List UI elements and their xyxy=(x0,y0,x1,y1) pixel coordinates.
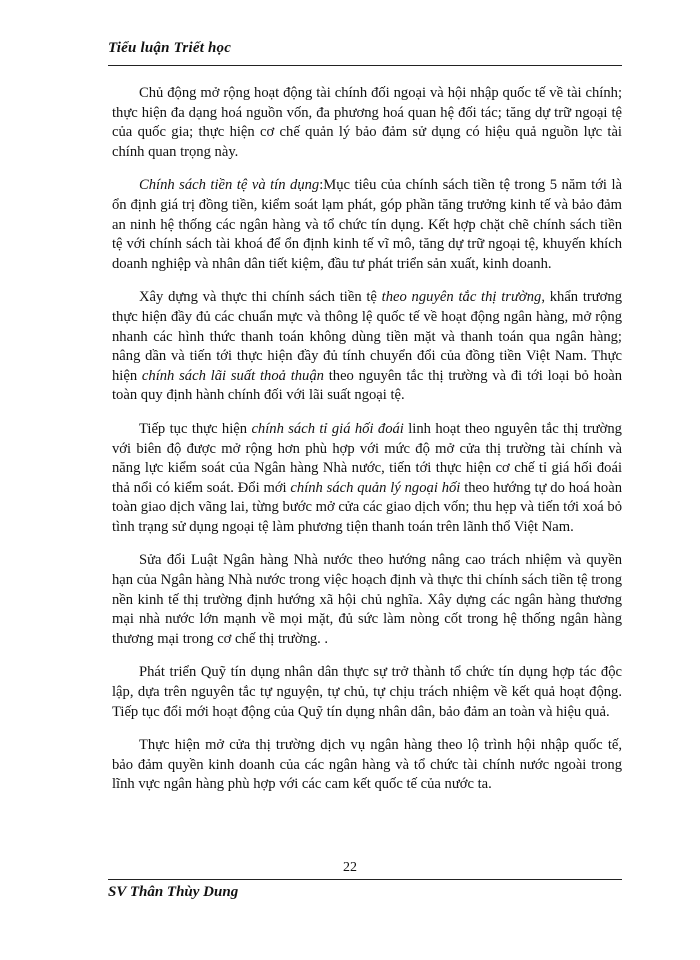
paragraph xyxy=(112,736,622,795)
text-run: theo hướng tự do hoá hoàn toàn giao dịch vãng lai, từng bước mở cửa các giao dịch vốn; thu hẹp và tiến tới xoá bỏ tình trạng sử dụng ngoại tệ làm phương tiện thanh toán trên lãnh thổ Việt Nam. xyxy=(112,479,622,535)
text-run: Chủ động mở rộng hoạt động tài chính đối ngoại và hội nhập quốc tế về tài chính; thực hiện đa dạng hoá nguồn vốn, đa phương hoá quan hệ đối tác; tăng dự trữ ngoại tệ của quốc gia; thực hiện cơ chế quản lý bảo đảm sử dụng có hiệu quả nguồn lực tài chính quan trọng này. xyxy=(112,85,622,160)
text-run: Sửa đổi Luật Ngân hàng Nhà nước theo hướng nâng cao trách nhiệm và quyền hạn của Ngân hàng Nhà nước trong việc hoạch định và thực thi chính sách tiền tệ trong nền kinh tế thị trường định hướng xã hội chủ nghĩa. Xây dựng các ngân hàng thương mại nhà nước lớn mạnh về mọi mặt, đủ sức làm nòng cốt trong hệ thống ngân hàng thương mại trong cơ chế thị trường. . xyxy=(112,552,622,647)
paragraph xyxy=(112,551,622,649)
footer-divider xyxy=(108,879,622,880)
text-run: Tiếp tục thực hiện xyxy=(139,420,252,437)
text-run: , khẩn trương thực hiện đầy đủ các chuẩn mực và thông lệ quốc tế về hoạt động ngân hàng, mở rộng nhanh các hình thức thanh toán không dùng tiền mặt và thanh toán qua ngân hàng; nâng dần và tiến tới thực hiện đầy đủ tính chuyển đổi của đồng tiền Việt Nam. Thực hiện xyxy=(112,289,622,384)
italic-run: theo nguyên tắc thị trường xyxy=(381,289,542,306)
text-run: linh hoạt theo nguyên tắc thị trường với biên độ được mở rộng hơn phù hợp với mức độ mở cửa thị trường tài chính và năng lực kiểm soát của Ngân hàng Nhà nước, tiến tới thực hiện cơ chế tỉ giá hối đoái thả nổi có kiểm soát. Đổi mới xyxy=(112,420,622,496)
italic-run: chính sách quản lý ngoại hối xyxy=(290,479,461,496)
paragraph xyxy=(112,176,622,274)
paragraph xyxy=(112,84,622,162)
document-body xyxy=(112,84,622,809)
italic-run: chính sách tỉ giá hối đoái xyxy=(251,420,404,437)
footer-author: SV Thân Thùy Dung xyxy=(108,884,239,900)
text-run: Xây dựng và thực thi chính sách tiền tệ xyxy=(139,289,382,306)
italic-run: Chính sách tiền tệ và tín dụng xyxy=(139,177,320,194)
page-header xyxy=(108,40,622,57)
text-run: Phát triển Quỹ tín dụng nhân dân thực sự trở thành tổ chức tín dụng hợp tác độc lập, dựa trên nguyên tắc tự nguyện, tự chủ, tự chịu trách nhiệm về kết quả hoạt động. Tiếp tục đổi mới hoạt động của Quỹ tín dụng nhân dân, bảo đảm an toàn và hiệu quả. xyxy=(112,664,622,720)
text-run: theo nguyên tắc thị trường và đi tới loại bỏ hoàn toàn quy định hành chính đối với lãi suất ngoại tệ. xyxy=(112,367,622,404)
text-run: Thực hiện mở cửa thị trường dịch vụ ngân hàng theo lộ trình hội nhập quốc tế, bảo đảm quyền kinh doanh của các ngân hàng và tổ chức tài chính nước ngoài trong lĩnh vực ngân hàng phù hợp với các cam kết quốc tế của nước ta. xyxy=(112,737,622,793)
header-title: Tiểu luận Triết học xyxy=(108,40,232,56)
paragraph xyxy=(112,420,622,538)
header-divider xyxy=(108,65,622,66)
paragraph xyxy=(112,288,622,406)
text-run: :Mục tiêu của chính sách tiền tệ trong 5 năm tới là ổn định giá trị đồng tiền, kiểm soát lạm phát, góp phần tăng trưởng kinh tế và bảo đảm an ninh hệ thống các ngân hàng và tổ chức tín dụng. Kết hợp chặt chẽ chính sách tiền tệ với chính sách tài khoá để ổn định kinh tế vĩ mô, tăng dự trữ ngoại tệ, khuyến khích doanh nghiệp và nhân dân tiết kiệm, đầu tư phát triển sản xuất, kinh doanh. xyxy=(112,177,622,272)
italic-run: chính sách lãi suất thoả thuận xyxy=(141,367,324,384)
paragraph xyxy=(112,663,622,722)
page-number: 22 xyxy=(343,860,357,875)
